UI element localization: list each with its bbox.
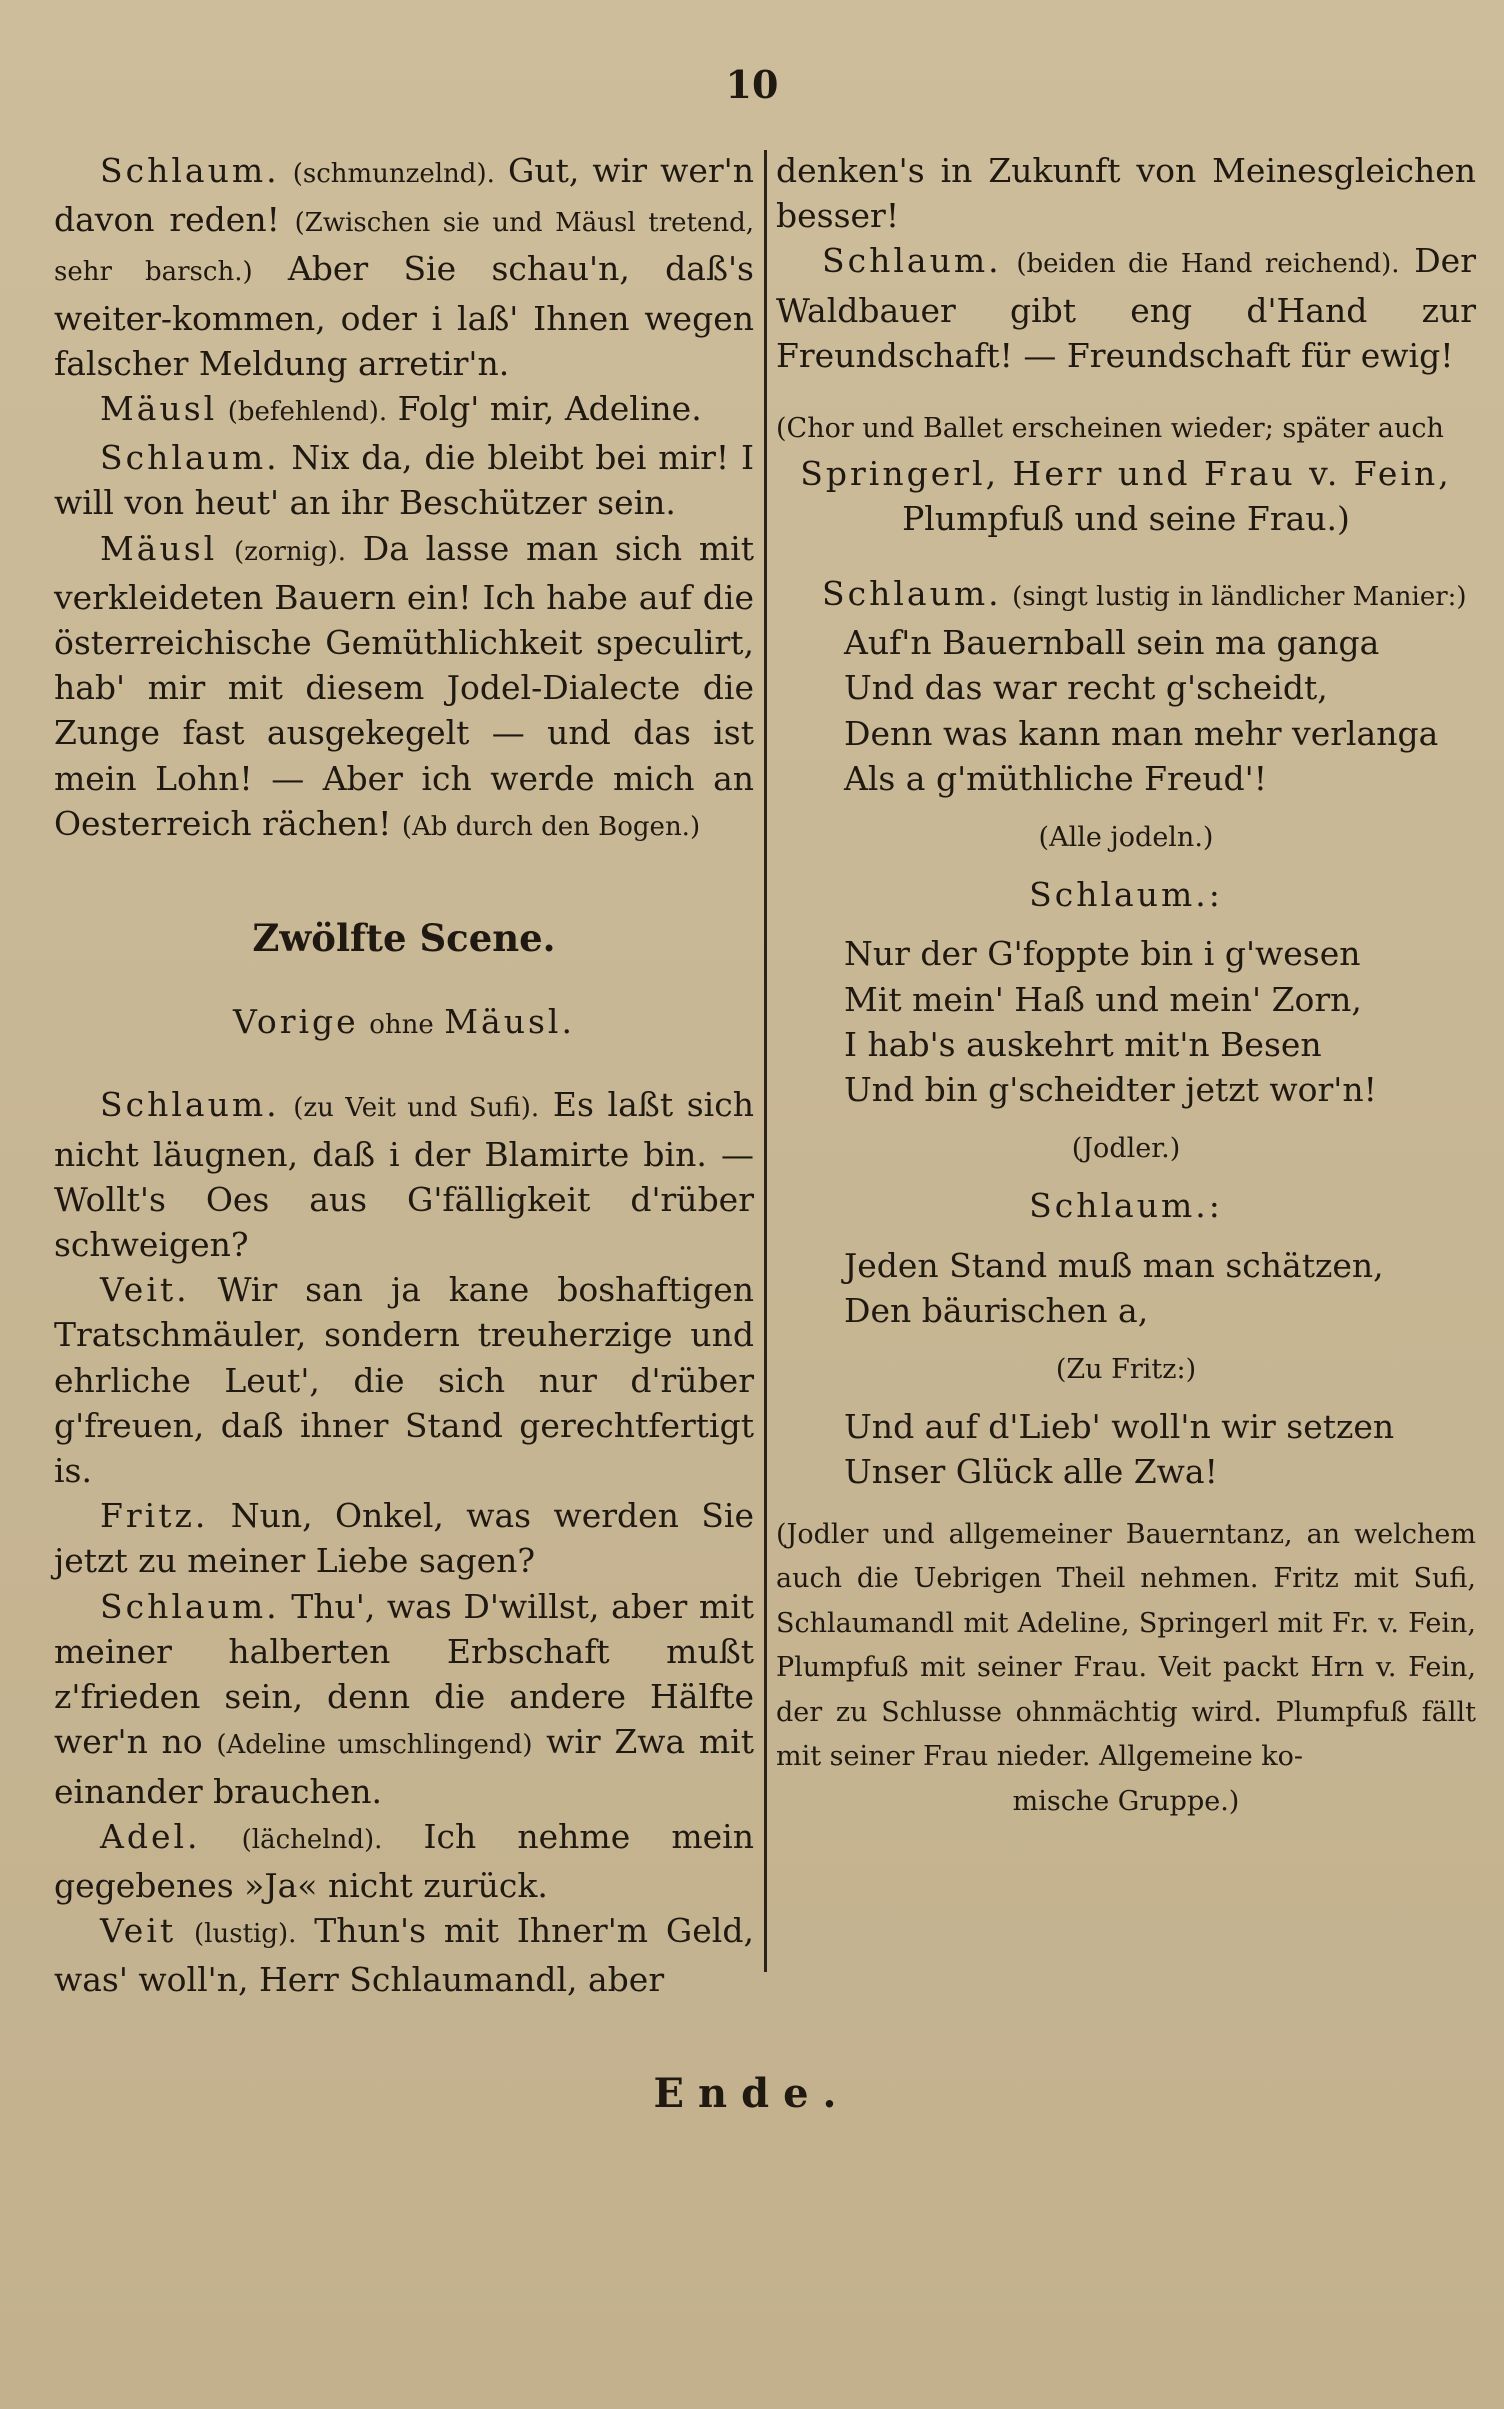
song-verse [776, 620, 1476, 801]
dialogue-paragraph [54, 1082, 754, 1267]
speaker-name: Schlaum. [100, 151, 280, 190]
left-column [54, 148, 754, 2003]
dialogue-text: Wir san ja kane boshaftigen Tratschmäuler, sondern treuherzige und ehrliche Leut', die sich nur d'rüber g'freuen, daß ihner Stand gerechtfertigt is. [54, 1270, 754, 1491]
speaker-name: Mäusl [100, 528, 218, 568]
speaker-name: Schlaum. [822, 241, 1002, 281]
dialogue-text: Da lasse man sich mit verkleideten Bauern ein! Ich habe auf die österreichische Gemüthlichkeit speculirt, hab' mir mit diesem Jodel-Dialecte die Zunge fast ausgekegelt — und das ist mein Lohn! — Aber ich werde mich an Oesterreich rächen! [54, 528, 755, 843]
scene-subheading [54, 999, 754, 1048]
verse-line: Denn was kann man mehr verlanga [844, 713, 1439, 753]
song-heading [776, 571, 1476, 620]
dialogue-paragraph [54, 1908, 754, 2002]
closing-stage-direction [776, 1513, 1476, 1825]
dialogue-paragraph [54, 1493, 754, 1583]
column-divider [764, 150, 767, 1972]
dialogue-text: Thu', was D'willst, aber mit meiner halberten Erbschaft mußt z'frieden sein, denn die andere Hälfte wer'n no [54, 1586, 754, 1762]
dialogue-text: Ich nehme mein gegebenes »Ja« nicht zurück. [54, 1816, 754, 1905]
stage-direction: (lustig). [194, 1919, 297, 1950]
stage-direction-block [776, 406, 1476, 541]
subheading-word: ohne [369, 1010, 434, 1041]
dialogue-paragraph [54, 148, 754, 386]
verse-line: Den bäurischen a, [844, 1290, 1149, 1330]
verse-line: Und das war recht g'scheidt, [844, 668, 1328, 708]
song-verse [776, 1404, 1476, 1494]
speaker-name: Adel. [100, 1816, 201, 1856]
stage-direction: (Adeline umschlingend) [216, 1730, 533, 1761]
song-verse [776, 931, 1476, 1112]
speaker-name: Mäusl [100, 389, 218, 429]
stage-direction: (Ab durch den Bogen.) [401, 811, 701, 842]
dialogue-paragraph [54, 526, 754, 850]
scene-heading: Zwölfte Scene. [252, 916, 556, 961]
dialogue-text: Es laßt sich nicht läugnen, daß i der Blamirte bin. — Wollt's Oes aus G'fälligkeit d'rüber schweigen? [54, 1085, 754, 1265]
stage-direction: (zu Veit und Sufi). [293, 1093, 540, 1124]
dialogue-paragraph [54, 1814, 754, 1908]
verse-line: Mit mein' Haß und mein' Zorn, [844, 979, 1362, 1019]
dialogue-paragraph [54, 1267, 754, 1493]
dialogue-paragraph [54, 386, 754, 435]
dialogue-text: wir Zwa mit einander brauchen. [54, 1722, 754, 1811]
verse-line: Als a g'müthliche Freud'! [844, 758, 1268, 798]
dialogue-text: Gut, wir wer'n davon reden! [54, 151, 754, 240]
dialogue-paragraph [776, 238, 1476, 378]
stage-direction: (lächelnd). [241, 1824, 383, 1855]
verse-line: Und bin g'scheidter jetzt wor'n! [844, 1070, 1377, 1110]
ende-mark: Ende. [653, 2070, 851, 2117]
dialogue-text: Folg' mir, Adeline. [387, 389, 702, 429]
stage-direction-line: (Chor und Ballet erscheinen wieder; später auch [776, 413, 1444, 445]
dialogue-text: Nix da, die bleibt bei mir! I will von heut' an ihr Beschützer sein. [54, 438, 754, 523]
stage-direction-line: Plumpfuß und seine Frau.) [902, 499, 1350, 539]
dialogue-continuation: denken's in Zukunft von Meinesgleichen besser! [776, 151, 1476, 236]
verse-line: Nur der G'foppte bin i g'wesen [844, 934, 1361, 974]
song-verse [776, 1243, 1476, 1333]
dialogue-text: Aber Sie schau'n, daß's weiter-kommen, oder i laß' Ihnen wegen falscher Meldung arretir'n. [54, 249, 754, 383]
subheading-word: Vorige [233, 1002, 359, 1042]
closing-text: (Jodler und allgemeiner Bauerntanz, an welchem auch die Uebrigen Theil nehmen. Fritz mit Sufi, Schlaumandl mit Adeline, Springerl mit Fr. v. Fein, Plumpfuß mit seiner Frau. Veit packt Hrn v. Fein, der zu Schlusse ohnmächtig wird. Plumpfuß fällt mit seiner Frau nieder. Allgemeine ko- [776, 1518, 1476, 1773]
dialogue-paragraph [54, 1584, 754, 1814]
verse-line: Und auf d'Lieb' woll'n wir setzen [844, 1407, 1395, 1447]
stage-direction-line: Springerl, Herr und Frau v. Fein, [800, 454, 1452, 494]
dialogue-text: Der Waldbauer gibt eng d'Hand zur Freundschaft! — Freundschaft für ewig! [776, 241, 1476, 375]
subheading-word: Mäusl. [444, 1002, 575, 1042]
song-speaker: Schlaum.: [1029, 875, 1223, 915]
speaker-name: Schlaum. [100, 1586, 280, 1626]
closing-text-last: mische Gruppe.) [1012, 1785, 1240, 1817]
stage-direction: (Zwischen sie und Mäusl tretend, sehr barsch.) [54, 208, 755, 288]
verse-line: Unser Glück alle Zwa! [844, 1452, 1218, 1492]
dialogue-text: Nun, Onkel, was werden Sie jetzt zu meiner Liebe sagen? [54, 1496, 754, 1581]
verse-line: Auf'n Bauernball sein ma ganga [844, 623, 1380, 663]
song-note: (Jodler.) [1071, 1133, 1181, 1165]
speaker-name: Veit [100, 1911, 177, 1951]
song-note: (Alle jodeln.) [1038, 822, 1214, 854]
stage-direction: (zornig). [233, 536, 347, 567]
speaker-name: Veit. [100, 1270, 190, 1310]
stage-direction: (befehlend). [227, 397, 388, 428]
stage-direction: (singt lustig in ländlicher Manier:) [1012, 582, 1467, 613]
dialogue-text: Thun's mit Ihner'm Geld, was' woll'n, Herr Schlaumandl, aber [54, 1911, 754, 2000]
verse-line: I hab's auskehrt mit'n Besen [844, 1024, 1322, 1064]
speaker-name: Fritz. [100, 1496, 209, 1536]
page-number: 10 [725, 62, 779, 107]
speaker-name: Schlaum. [822, 574, 1002, 614]
song-speaker: Schlaum.: [1029, 1186, 1223, 1226]
stage-direction: (beiden die Hand reichend). [1016, 249, 1400, 280]
right-column [776, 148, 1476, 1824]
stage-direction: (schmunzelnd). [292, 159, 495, 189]
speaker-name: Schlaum. [100, 1085, 280, 1125]
verse-line: Jeden Stand muß man schätzen, [844, 1245, 1384, 1285]
speaker-name: Schlaum. [100, 438, 280, 478]
song-note: (Zu Fritz:) [1055, 1354, 1197, 1386]
dialogue-paragraph [54, 435, 754, 525]
